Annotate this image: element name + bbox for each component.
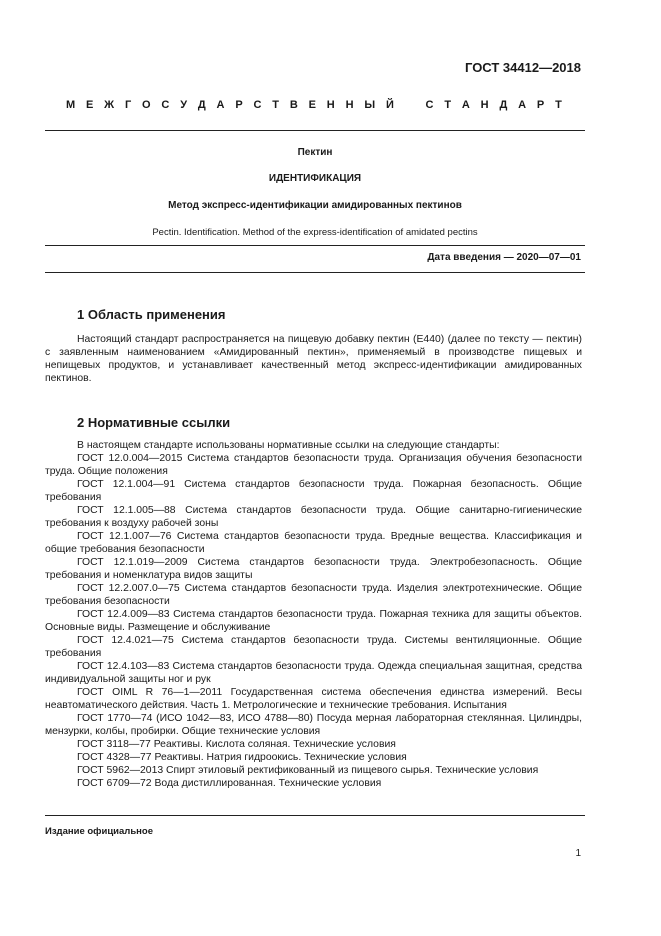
banner-letter: С <box>425 99 434 111</box>
banner-letter: Т <box>444 99 452 111</box>
reference-item: ГОСТ OIML R 76—1—2011 Государственная система обеспечения единства измерений. Весы неавтоматического действия. Часть 1. Метрологические и технические требования. Испытания <box>45 687 582 711</box>
banner-letter: Н <box>326 99 335 111</box>
banner-letter: Е <box>86 99 94 111</box>
title-divider <box>45 245 585 246</box>
banner-letter: М <box>66 99 76 111</box>
date-divider <box>45 272 585 273</box>
banner-letter: С <box>253 99 262 111</box>
official-edition-note: Издание официальное <box>45 826 153 837</box>
reference-item: ГОСТ 12.4.009—83 Система стандартов безопасности труда. Пожарная техника для защиты объектов. Основные виды. Размещение и обслуживание <box>45 609 582 633</box>
reference-item: ГОСТ 1770—74 (ИСО 1042—83, ИСО 4788—80) Посуда мерная лабораторная стеклянная. Цилиндры, мензурки, колбы, пробирки. Общие технические условия <box>45 713 582 737</box>
banner-word-gap <box>405 99 415 111</box>
banner-letter: Ж <box>104 99 115 111</box>
document-title: Пектин <box>297 147 333 158</box>
banner-letter: Д <box>197 99 206 111</box>
banner-letter: В <box>289 99 298 111</box>
banner-letter: Р <box>536 99 545 111</box>
banner-letter: Д <box>499 99 508 111</box>
document-subtitle: ИДЕНТИФИКАЦИЯ <box>268 173 362 184</box>
banner-letter: Й <box>385 99 394 111</box>
banner-letter: У <box>180 99 188 111</box>
section-2-body <box>45 439 582 790</box>
standard-type-banner <box>66 99 562 111</box>
reference-item: ГОСТ 12.4.103—83 Система стандартов безопасности труда. Одежда специальная защитная, средства индивидуальной защиты ног и рук <box>45 661 582 685</box>
footer-divider <box>45 815 585 816</box>
banner-letter: Г <box>124 99 132 111</box>
page-number: 1 <box>575 848 581 859</box>
introduction-date: Дата введения — 2020—07—01 <box>427 252 581 263</box>
reference-item: ГОСТ 12.1.005—88 Система стандартов безопасности труда. Общие санитарно-гигиенические требования к воздуху рабочей зоны <box>45 505 582 529</box>
reference-item: ГОСТ 12.1.019—2009 Система стандартов безопасности труда. Электробезопасность. Общие требования и номенклатура видов защиты <box>45 557 582 581</box>
reference-item: ГОСТ 12.0.004—2015 Система стандартов безопасности труда. Организация обучения безопасности труда. Общие положения <box>45 453 582 477</box>
reference-item: ГОСТ 4328—77 Реактивы. Натрия гидроокись. Технические условия <box>77 752 407 763</box>
header-divider <box>45 130 585 131</box>
standard-code: ГОСТ 34412—2018 <box>465 60 581 75</box>
reference-item: ГОСТ 3118—77 Реактивы. Кислота соляная. Технические условия <box>77 739 396 750</box>
banner-letter: Т <box>555 99 562 111</box>
references-intro: В настоящем стандарте использованы нормативные ссылки на следующие стандарты: <box>77 440 500 451</box>
banner-letter: Т <box>272 99 280 111</box>
banner-letter: О <box>142 99 151 111</box>
banner-letter: Н <box>345 99 354 111</box>
scope-paragraph: Настоящий стандарт распространяется на пищевую добавку пектин (Е440) (далее по тексту — пектин) с заявленным наименованием «Амидированный пектин», применяемый в производстве пищевых и непищевых продуктов, и устанавливает качественный метод экспресс-идентификации амидированных пектинов. <box>45 334 582 384</box>
banner-letter: А <box>216 99 225 111</box>
references-list <box>45 452 582 790</box>
section-1-body <box>45 333 582 385</box>
reference-item: ГОСТ 12.1.004—91 Система стандартов безопасности труда. Пожарная безопасность. Общие требования <box>45 479 582 503</box>
banner-letter: С <box>161 99 170 111</box>
reference-item: ГОСТ 12.2.007.0—75 Система стандартов безопасности труда. Изделия электротехнические. Общие требования безопасности <box>45 583 582 607</box>
method-title: Метод экспресс-идентификации амидированных пектинов <box>168 200 462 211</box>
banner-letter: А <box>461 99 470 111</box>
section-1-heading: 1 Область применения <box>77 307 226 322</box>
reference-item: ГОСТ 12.1.007—76 Система стандартов безопасности труда. Вредные вещества. Классификация и общие требования безопасности <box>45 531 582 555</box>
section-2-heading: 2 Нормативные ссылки <box>77 415 231 430</box>
banner-letter: Н <box>480 99 489 111</box>
reference-item: ГОСТ 5962—2013 Спирт этиловый ректификованный из пищевого сырья. Технические условия <box>77 765 539 776</box>
banner-letter: Ы <box>364 99 376 111</box>
banner-letter: Р <box>235 99 243 111</box>
banner-letter: А <box>518 99 527 111</box>
reference-item: ГОСТ 6709—72 Вода дистиллированная. Технические условия <box>77 778 382 789</box>
banner-letter: Е <box>308 99 316 111</box>
reference-item: ГОСТ 12.4.021—75 Система стандартов безопасности труда. Системы вентиляционные. Общие требования <box>45 635 582 659</box>
english-title: Pectin. Identification. Method of the express-identification of amidated pectins <box>152 227 478 238</box>
